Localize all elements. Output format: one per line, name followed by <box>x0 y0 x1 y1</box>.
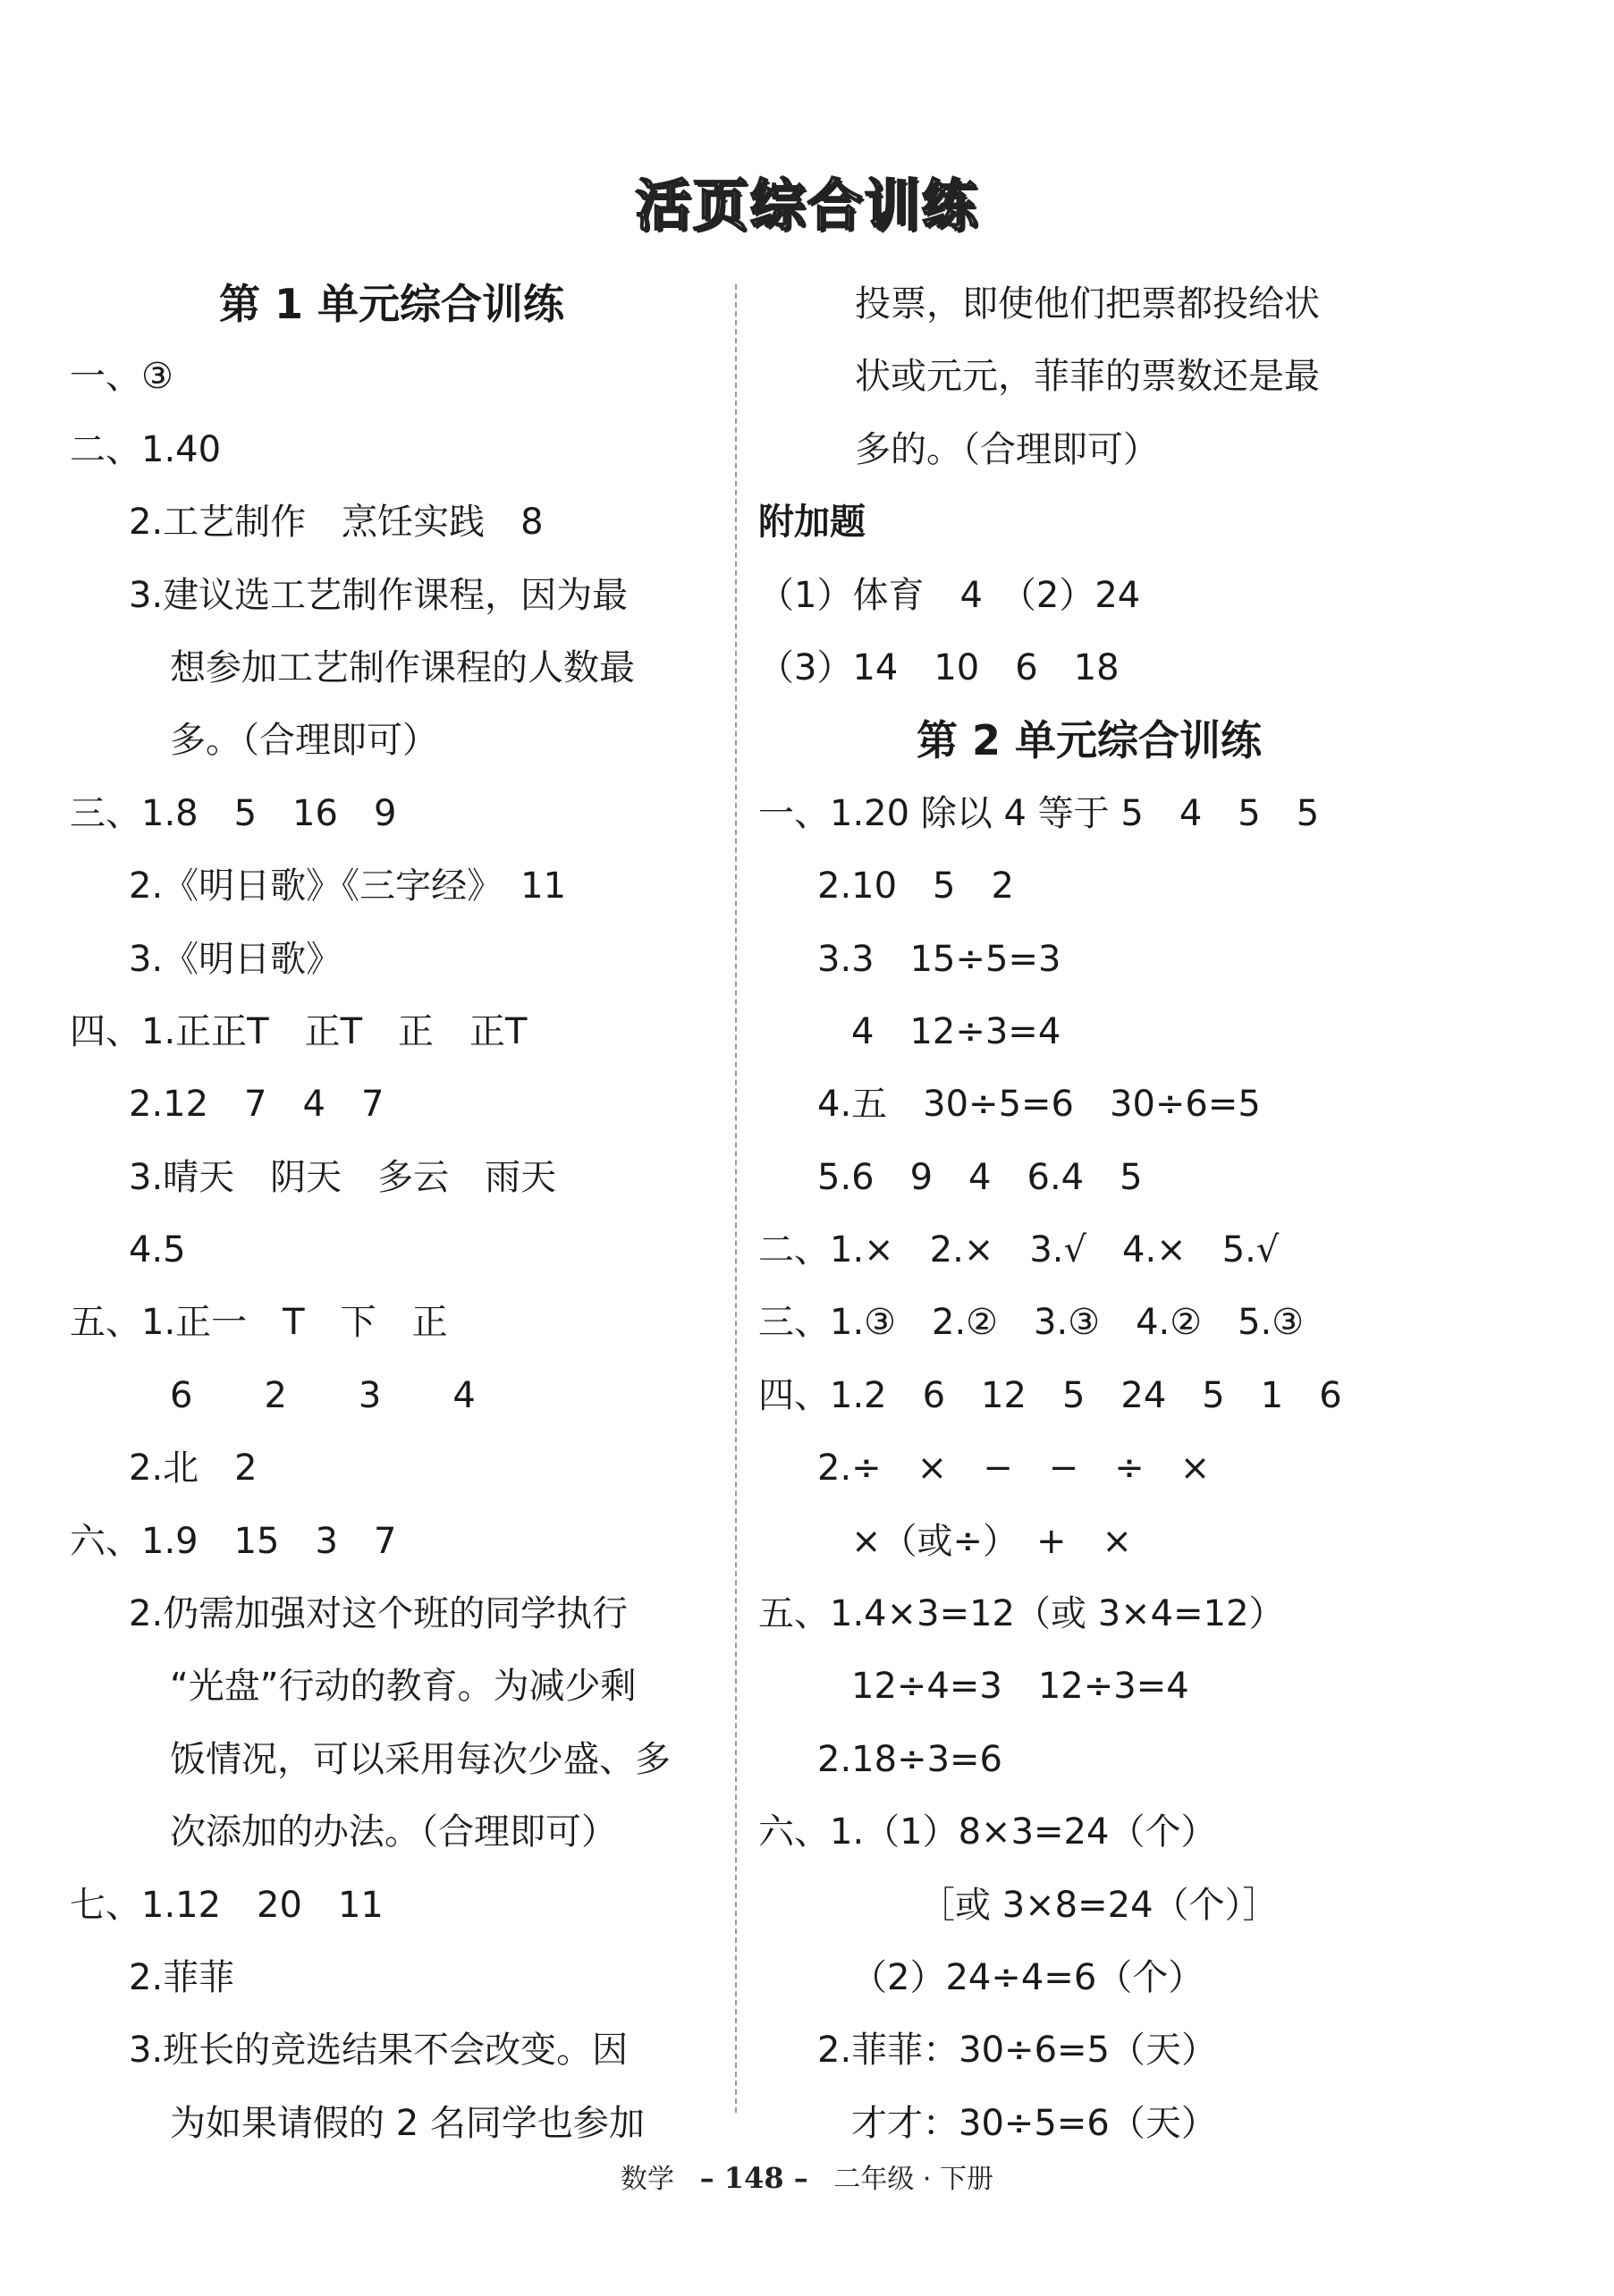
answer-line: 一、1.20 除以 4 等于 5 4 5 5 <box>758 792 1320 834</box>
answer-line: 2.菲菲：30÷6=5（天） <box>817 2030 1217 2072</box>
answer-line: 3.晴天 阴天 多云 雨天 <box>129 1156 557 1198</box>
left-column <box>70 268 714 2160</box>
page-title: 活页综合训练 <box>635 173 979 238</box>
answer-line: 投票，即使他们把票都投给状 <box>855 283 1320 325</box>
answer-line: （2）24÷4=6（个） <box>851 1956 1204 1998</box>
answer-line: 4.五 30÷5=6 30÷6=5 <box>817 1084 1261 1126</box>
answer-line: 3.班长的竞选结果不会改变。因 <box>129 2030 629 2072</box>
answer-line: 4 12÷3=4 <box>851 1010 1061 1052</box>
unit1-heading: 第 1 单元综合训练 <box>218 280 565 328</box>
answer-line: 饭情况，可以采用每次少盛、多 <box>170 1738 671 1780</box>
answer-line: 三、1.③ 2.② 3.③ 4.② 5.③ <box>758 1302 1305 1344</box>
answer-line: 状或元元，菲菲的票数还是最 <box>855 356 1320 398</box>
answer-line: 3.《明日歌》 <box>129 938 342 980</box>
answer-line: 六、1.9 15 3 7 <box>70 1520 397 1562</box>
answer-line: 想参加工艺制作课程的人数最 <box>170 646 635 688</box>
answer-line: 多。（合理即可） <box>170 720 438 762</box>
answer-line: 2.仍需加强对这个班的同学执行 <box>129 1593 629 1635</box>
answer-line: 5.6 9 4 6.4 5 <box>817 1156 1143 1198</box>
answer-line: 多的。（合理即可） <box>855 428 1159 470</box>
answer-line: 2.÷ × − − ÷ × <box>817 1448 1211 1490</box>
answer-line: 6 2 3 4 <box>170 1374 476 1416</box>
answer-line: 四、1.正正T 正T 正 正T <box>70 1010 528 1052</box>
answer-line: 三、1.8 5 16 9 <box>70 792 397 834</box>
answer-line: 2.18÷3=6 <box>817 1738 1002 1780</box>
answer-line: 2.菲菲 <box>129 1956 235 1998</box>
answer-line: 五、1.正一 T 下 正 <box>70 1302 448 1344</box>
answer-line: “光盘”行动的教育。为减少剩 <box>170 1666 637 1708</box>
answer-line: ×（或÷） + × <box>851 1520 1133 1562</box>
answer-line: 2.12 7 4 7 <box>129 1084 384 1126</box>
answer-line: 六、1.（1）8×3=24（个） <box>758 1811 1217 1853</box>
answer-line: 才才：30÷5=6（天） <box>851 2102 1217 2144</box>
answer-line: ［或 3×8=24（个）］ <box>919 1884 1279 1926</box>
answer-line: 2.工艺制作 烹饪实践 8 <box>129 502 544 544</box>
answer-line: 二、1.40 <box>70 428 222 470</box>
page-number: – 148 – <box>699 2161 808 2195</box>
answer-line: 二、1.× 2.× 3.√ 4.× 5.√ <box>758 1229 1280 1271</box>
answer-line: 为如果请假的 2 名同学也参加 <box>170 2102 645 2144</box>
answer-line: 4.5 <box>129 1229 186 1271</box>
footer-subject: 数学 <box>621 2164 675 2195</box>
page-footer <box>0 2157 1614 2196</box>
answer-line: 2.北 2 <box>129 1448 258 1490</box>
answer-line: 3.建议选工艺制作课程，因为最 <box>129 574 629 616</box>
footer-grade: 二年级 · 下册 <box>833 2164 993 2195</box>
answer-line: 3.3 15÷5=3 <box>817 938 1061 980</box>
answer-line: （3）14 10 6 18 <box>758 646 1120 688</box>
answer-line: 一、③ <box>70 356 173 398</box>
answer-line: （1）体育 4 （2）24 <box>758 574 1141 616</box>
answer-line: 七、1.12 20 11 <box>70 1884 384 1926</box>
answer-line: 四、1.2 6 12 5 24 5 1 6 <box>758 1374 1342 1416</box>
answer-line: 2.10 5 2 <box>817 865 1014 907</box>
column-divider <box>735 284 737 2113</box>
right-column <box>758 268 1420 2160</box>
answer-line: 五、1.4×3=12（或 3×4=12） <box>758 1593 1285 1635</box>
bonus-heading: 附加题 <box>758 502 866 544</box>
answer-line: 次添加的办法。（合理即可） <box>170 1811 617 1853</box>
answer-line: 2.《明日歌》《三字经》 11 <box>129 865 567 907</box>
unit2-heading: 第 2 单元综合训练 <box>916 716 1263 765</box>
answer-line: 12÷4=3 12÷3=4 <box>851 1666 1189 1708</box>
